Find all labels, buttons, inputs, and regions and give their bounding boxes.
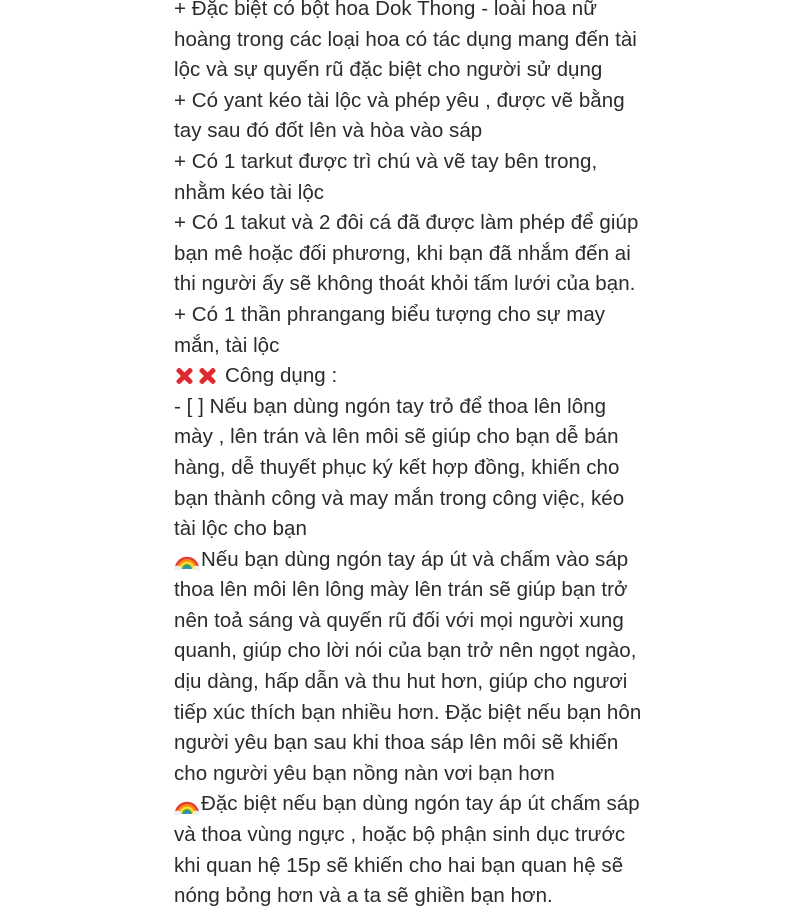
section-heading — [174, 361, 786, 392]
rainbow-block-line: tiếp xúc thích bạn nhiều hơn. Đặc biệt nếu bạn hôn — [174, 700, 642, 724]
paragraph-line: tay sau đó đốt lên và hòa vào sáp — [174, 119, 483, 143]
paragraph-line: + Có 1 thần phrangang biểu tượng cho sự may — [174, 302, 606, 326]
rainbow-icon — [174, 549, 200, 571]
rainbow-line — [174, 789, 786, 820]
usage-line: tài lộc cho bạn — [174, 517, 307, 541]
paragraph-line: + Có 1 takut và 2 đôi cá đã được làm phép để giúp — [174, 211, 639, 235]
paragraph-line: nhằm kéo tài lộc — [174, 180, 325, 204]
rainbow-line-text: Nếu bạn dùng ngón tay áp út và chấm vào sáp — [201, 547, 629, 571]
paragraph-line: hoàng trong các loại hoa có tác dụng mang đến tài — [174, 27, 637, 51]
rainbow-icon — [174, 794, 200, 816]
paragraph-line: mắn, tài lộc — [174, 333, 280, 357]
paragraph-line: + Có 1 tarkut được trì chú và vẽ tay bên trong, — [174, 149, 598, 173]
paragraph-line: + Có yant kéo tài lộc và phép yêu , được vẽ bằng — [174, 88, 625, 112]
rainbow-block-line: nóng bỏng hơn và a ta sẽ ghiền bạn hơn. — [174, 884, 553, 908]
rainbow-line — [174, 545, 786, 576]
usage-line: - [ ] Nếu bạn dùng ngón tay trỏ để thoa lên lông — [174, 394, 607, 418]
rainbow-block-line: thoa lên môi lên lông mày lên trán sẽ giúp bạn trở — [174, 578, 628, 602]
paragraph-line: + Đặc biệt có bột hoa Dok Thong - loài hoa nữ — [174, 0, 598, 20]
rainbow-block-line: cho người yêu bạn nồng nàn vơi bạn hơn — [174, 761, 555, 785]
paragraph-line: bạn mê hoặc đối phương, khi bạn đã nhắm đến ai — [174, 241, 631, 265]
usage-line: hàng, dễ thuyết phục ký kết hợp đồng, khiến cho — [174, 455, 620, 479]
usage-line: mày , lên trán và lên môi sẽ giúp cho bạn dễ bán — [174, 425, 619, 449]
section-heading-label: Công dụng : — [225, 364, 338, 388]
cross-mark-icon — [197, 366, 217, 386]
rainbow-block-line: quanh, giúp cho lời nói của bạn trở nên ngọt ngào, — [174, 639, 637, 663]
rainbow-block-line: và thoa vùng ngực , hoặc bộ phận sinh dục trước — [174, 823, 626, 847]
product-description — [174, 0, 786, 912]
usage-line: bạn thành công và may mắn trong công việc, kéo — [174, 486, 625, 510]
rainbow-block-line: nên toả sáng và quyến rũ đối với mọi người xung — [174, 608, 624, 632]
paragraph-line: thi người ấy sẽ không thoát khỏi tấm lưới của bạn. — [174, 272, 636, 296]
rainbow-block-line: dịu dàng, hấp dẫn và thu hut hơn, giúp cho ngươi — [174, 670, 628, 694]
paragraph-line: lộc và sự quyến rũ đặc biệt cho người sử dụng — [174, 58, 603, 82]
rainbow-line-text: Đặc biệt nếu bạn dùng ngón tay áp út chấm sáp — [201, 792, 640, 816]
rainbow-block-line: khi quan hệ 15p sẽ khiến cho hai bạn quan hệ sẽ — [174, 853, 624, 877]
rainbow-block-line: người yêu bạn sau khi thoa sáp lên môi sẽ khiến — [174, 731, 619, 755]
cross-mark-icon — [174, 366, 194, 386]
